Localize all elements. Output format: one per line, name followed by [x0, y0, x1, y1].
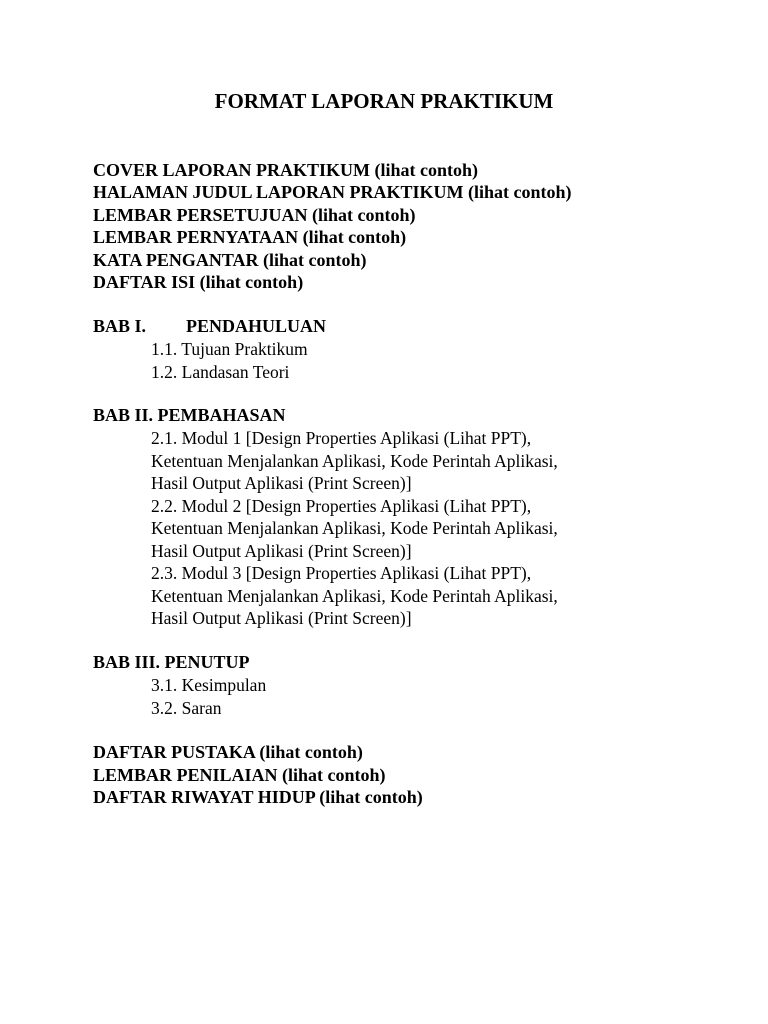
section-item: 3.1. Kesimpulan [151, 675, 267, 695]
document-title: FORMAT LAPORAN PRAKTIKUM [214, 89, 554, 113]
front-matter-item: LEMBAR PERNYATAAN (lihat contoh) [93, 227, 407, 247]
chapter-heading [93, 315, 326, 337]
section-line: 2.3. Modul 3 [Design Properties Aplikasi (Lihat PPT), [151, 563, 532, 583]
section-line: 2.1. Modul 1 [Design Properties Aplikasi (Lihat PPT), [151, 428, 532, 448]
chapter-heading: BAB III. PENUTUP [93, 652, 250, 672]
section-line: Hasil Output Aplikasi (Print Screen)] [151, 473, 412, 493]
front-matter-item: LEMBAR PERSETUJUAN (lihat contoh) [93, 205, 416, 225]
section-line: Hasil Output Aplikasi (Print Screen)] [151, 608, 412, 628]
chapter-number: BAB I. [93, 316, 147, 336]
section-line: Ketentuan Menjalankan Aplikasi, Kode Perintah Aplikasi, [151, 451, 558, 471]
section-line: Ketentuan Menjalankan Aplikasi, Kode Perintah Aplikasi, [151, 518, 558, 538]
front-matter-item: DAFTAR ISI (lihat contoh) [93, 272, 304, 292]
back-matter-item: DAFTAR RIWAYAT HIDUP (lihat contoh) [93, 787, 423, 807]
chapter-heading: BAB II. PEMBAHASAN [93, 405, 286, 425]
section-item: 1.1. Tujuan Praktikum [151, 339, 308, 359]
front-matter-item: COVER LAPORAN PRAKTIKUM (lihat contoh) [93, 160, 478, 180]
section-line: 2.2. Modul 2 [Design Properties Aplikasi (Lihat PPT), [151, 496, 532, 516]
front-matter-item: HALAMAN JUDUL LAPORAN PRAKTIKUM (lihat contoh) [93, 182, 572, 202]
section-item: 3.2. Saran [151, 698, 222, 718]
front-matter-item: KATA PENGANTAR (lihat contoh) [93, 250, 367, 270]
section-line: Hasil Output Aplikasi (Print Screen)] [151, 541, 412, 561]
section-line: Ketentuan Menjalankan Aplikasi, Kode Perintah Aplikasi, [151, 586, 558, 606]
back-matter-item: DAFTAR PUSTAKA (lihat contoh) [93, 742, 363, 762]
chapter-title: PENDAHULUAN [186, 316, 327, 336]
back-matter-item: LEMBAR PENILAIAN (lihat contoh) [93, 765, 386, 785]
section-item: 1.2. Landasan Teori [151, 362, 290, 382]
